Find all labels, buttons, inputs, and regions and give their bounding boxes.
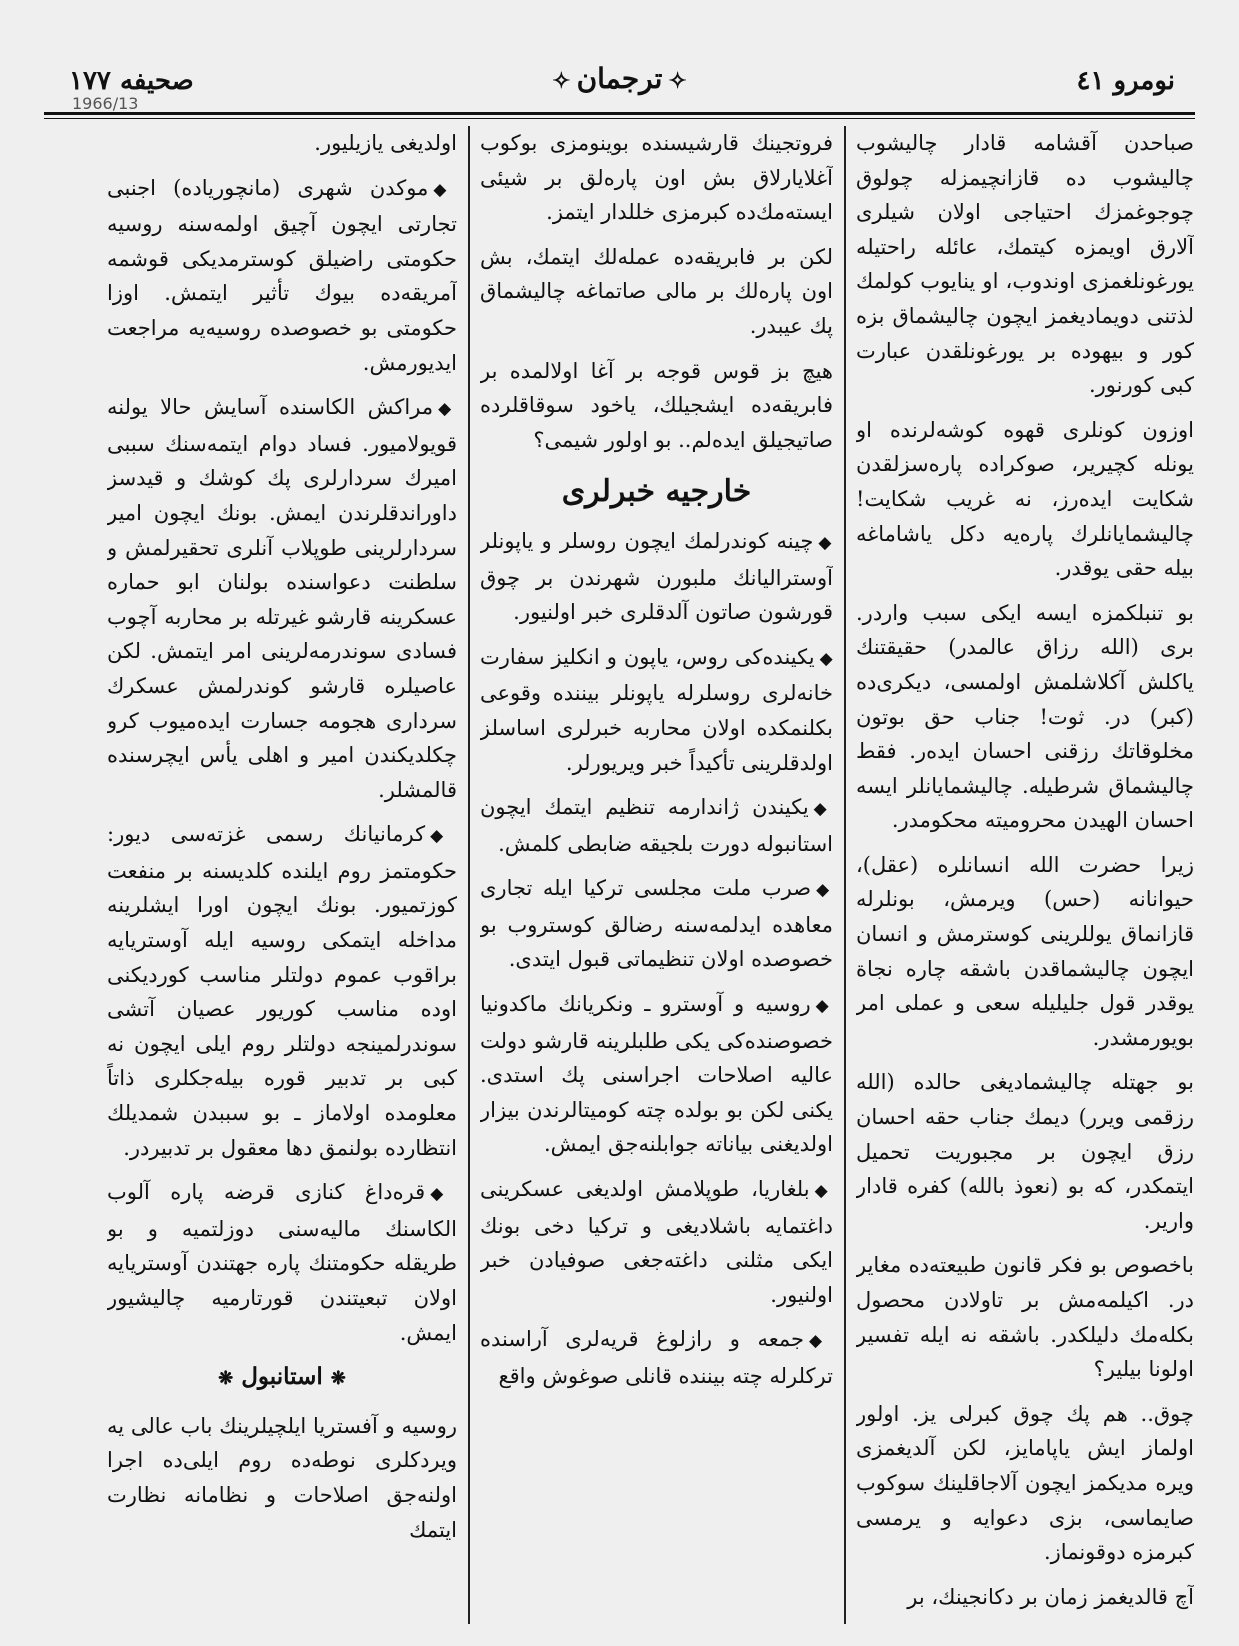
diamond-bullet-icon: ◆ <box>430 826 457 847</box>
news-item <box>107 171 457 381</box>
diamond-bullet-icon: ◆ <box>438 399 457 420</box>
column-right <box>856 126 1194 1624</box>
section-title-text: استانبول <box>241 1363 323 1391</box>
news-item-text: كرمانيانك رسمى غزته‌سى ديور: حكومتمز روم ايلنده كلديسنه بر منفعت كوزتميور. بونك ايچون اورا ايشلرينه مداخله ايتمكى روسيه ايله آوستريايه براقوب عموم دولتلر مناسب كورديكنى اوده مناسب كوريور عصيان آتشى سوندرلمينجه دولتلر روم ايلى ايچون نه كبى بر تدبير قوره بيله‌جكلرى ذاتاً معلومده اولاماز ـ بو سببدن شمديلك انتظارده بولنمق دها معقول بر تدبيردر. <box>107 822 457 1160</box>
column-divider <box>468 126 470 1624</box>
news-item-text: مراكش الكاسنده آسايش حالا يولنه قويولاميور. فساد دوام ايتمه‌سنك سببى اميرك سردارلرى پك كوشك و قيدسز داوراندقلرندن ايمش. بونك ايچون امير سردارلرينى طوپلاب آنلرى تحقيرلمش و سلطنت دعواسنده بولنان ابو حماره عسكرينه قارشو غيرتله بر محاربه آچوب فسادى سوندرمه‌لرينى امر ايتمش. لكن عاصيلره قارشو كوندرلمش عسكرك سردارى هجومه جسارت ايدەميوب كرو چكلديكندن امير و اهلى يأس ايچرسنده قالمشلر. <box>107 395 457 802</box>
paragraph: اوزون كونلرى قهوه كوشه‌لرنده او يونله كچيرير، صوكراده پاره‌سزلقدن شكايت ايدەرز، نه غريب شكايت! چاليشمايانلرك پاره‌يه دكل ياشاماغه بيله حقى يوقدر. <box>856 417 1194 581</box>
newspaper-title <box>546 62 693 95</box>
paragraph: صباحدن آقشامه قادار چاليشوب چاليشوب ده قازانچيمزله چولوق چوجوغمزك احتياجى اولان شيلرى آلارق اويمزه كيتمك، عائله راحتيله يورغونلغمزى اوندوب، او ينايوب كولمك لذتنى دويمادیغمز ايچون چاليشماق بزه كور و بيهوده بر يورغونلقدن عبارت كبى كورنور. <box>856 131 1194 398</box>
pencil-annotation: 1966/13 <box>72 94 139 113</box>
masthead <box>44 60 1195 113</box>
ornament-icon: ✧ <box>668 68 687 94</box>
flourish-icon: ❋ <box>218 1368 234 1390</box>
paragraph: بو تنبلكمزه ايسه ايكى سبب واردر. برى (الله رزاق عالمدر) حقيقتنك ياكلش آكلاشلمش اولمسى، ديكرى‌ده (كبر) در. ثوت! جناب حق بوتون مخلوقاتك رزقنى احسان ايدەر. فقط چاليشماق شرطيله. چاليشمايانلر ايسه احسان الهيدن محروميته محكومدر. <box>856 600 1194 833</box>
paragraph: روسيه و آفستريا ايلچيلرينك باب عالى يه ويردكلرى نوطه‌ده روم ايلى‌ده اجرا اولنه‌جق اصلاحات و نظامانه نظارت ايتمك <box>107 1413 457 1542</box>
ornament-icon: ✧ <box>552 68 571 94</box>
diamond-bullet-icon: ◆ <box>819 648 833 669</box>
news-item <box>480 871 833 977</box>
paragraph: چوق.. هم پك چوق كبرلى يز. اولور اولماز ايش ياپامايز، لكن آلديغمزى ويره مديكمز ايچون آلاجاقلينك سوكوب صايماسى، بزى دعوايه و يرمسى كبرمزه دوقونماز. <box>856 1401 1194 1565</box>
paragraph: بو جهتله چاليشماديغى حالده (الله رزقمى ويرر) ديمك جناب حقه احسان رزق ايچون بر مجبوريت تحميل ايتمكدر، كه بو (نعوذ بالله) كفره قادار وارير. <box>856 1070 1194 1233</box>
news-item <box>480 640 833 780</box>
news-item-text: چينه كوندرلمك ايچون روسلر و ياپونلر آوستراليانك ملبورن شهرندن بر چوق قورشون صاتون آلدقلرى خبر اولنيور. <box>480 528 833 625</box>
diamond-bullet-icon: ◆ <box>816 880 833 901</box>
section-title-foreign-news: خارجيه خبرلرى <box>561 474 752 510</box>
news-item <box>480 1172 833 1312</box>
paragraph: آچ قالديغمز زمان بر دكانجينك، بر <box>907 1584 1194 1609</box>
news-item <box>107 390 457 807</box>
page-number: صحيفه ١٧٧ <box>69 66 194 96</box>
column-middle <box>480 126 833 1624</box>
header-rule <box>44 112 1195 115</box>
news-item <box>107 817 457 1165</box>
paragraph: باخصوص بو فكر قانون طبيعته‌ده مغاير در. اكيلمه‌مش بر تاولادن محصول بكلەمك دليلكدر. باشقه نه ايله تفسير اولونا بيلير؟ <box>856 1253 1194 1382</box>
news-item-text: يكيندن ژاندارمه تنظيم ايتمك ايچون استانبوله دورت بلجيقه ضابطى كلمش. <box>480 795 833 856</box>
paragraph: لكن بر فابريقه‌ده عمله‌لك ايتمك، بش اون پاره‌لك بر مالى صاتماغه چاليشماق پك عيبدر. <box>480 244 833 338</box>
diamond-bullet-icon: ◆ <box>815 996 833 1017</box>
diamond-bullet-icon: ◆ <box>818 532 833 553</box>
news-item <box>480 987 833 1162</box>
news-item <box>480 524 833 630</box>
paragraph: اولديغى يازيليور. <box>314 131 457 155</box>
diamond-bullet-icon: ◆ <box>814 1181 833 1202</box>
news-item-text: جمعه و رازلوغ قريه‌لرى آراسنده تركلرله چته بيننده قانلى صوغوش واقع <box>480 1327 833 1388</box>
column-divider <box>844 126 846 1624</box>
header-rule-thin <box>44 118 1195 119</box>
diamond-bullet-icon: ◆ <box>813 799 833 820</box>
diamond-bullet-icon: ◆ <box>433 179 457 200</box>
section-title-istanbul <box>107 1360 457 1397</box>
news-item-text: بلغاريا، طوپلامش اولديغى عسكرينى داغتمايه باشلاديغى و تركيا دخى بونك ايكى مثلنى داغته‌جغى صوفيادن خبر اولنيور. <box>480 1177 833 1307</box>
flourish-icon: ❋ <box>330 1368 346 1390</box>
news-item <box>480 1322 833 1393</box>
diamond-bullet-icon: ◆ <box>808 1331 833 1352</box>
paragraph: هيچ بز قوس قوجه بر آغا اولالمده بر فابريقه‌ده ايشجيلك، ياخود سوقاقلرده صاتيجيلق ايده‌لم.. بو اولور شيمى؟ <box>480 358 833 452</box>
paragraph: فروتجينك قارشيسنده بوينومزى بوكوب آغلايارلاق بش اون پاره‌لق بر شيئى ايسته‌مك‌ده كبرمزى خللدار ايتمز. <box>480 131 833 225</box>
issue-number: نومرو ٤١ <box>1076 66 1175 96</box>
paragraph: زيرا حضرت الله انسانلره (عقل)، حيوانانه (حس) ويرمش، بونلرله قازانماق يوللرينى كوسترمش و انسان ايچون چاليشماقدن باشقه چاره نجاة يوقدر قول جليليله سعى و عملى امر بويورمشدر. <box>856 852 1194 1050</box>
title-text: ترجمان <box>576 62 663 95</box>
news-item-text: صرب ملت مجلسى تركيا ايله تجارى معاهده ايدلمه‌سنه رضالق كوستروب بو خصوصده اولان تنظيماتى قبول ايتدى. <box>480 876 833 972</box>
diamond-bullet-icon: ◆ <box>430 1184 457 1205</box>
news-item-text: روسيه و آوسترو ـ ونكريانك ماكدونيا خصوصنده‌كى يكى طلبلرينه قارشو دولت عاليه اصلاحات اجراسنى پك استدى. يكنى لكن بو بولده چته كوميتالرندن بيزار اولديغنى بياناته جوابلنه‌جق ايمش. <box>480 992 833 1157</box>
news-item-text: يكينده‌كى روس، ياپون و انكليز سفارت خانه‌لرى روسلرله ياپونلر بيننده وقوعى بكلنمكده اولان محاربه خبرلرى اساسلز اولدقلرينى تأكيداً خبر ويريورلر. <box>480 644 833 775</box>
news-item <box>480 790 833 861</box>
column-left <box>107 126 457 1624</box>
news-item-text: قره‌داغ كنازى قرضه پاره آلوب الكاسنك ماليه‌سنى دوزلتميه و بو طريقله حكومتنك پاره جهتندن آوستريايه اولان تبعيتندن قورتارميه چاليشيور ايمش. <box>107 1180 457 1345</box>
news-item-text: موكدن شهرى (مانچوريا‌ده) اجنبى تجارتى ايچون آچيق اولمه‌سنه روسيه حكومتى راضيلق كوسترمديكى قوشمه آمريقه‌ده بيوك تأثير ايتمش. اوزا حكومتى بو خصوصده روسيه‌يه مراجعت ايديورمش. <box>107 175 457 375</box>
news-item <box>107 1175 457 1350</box>
